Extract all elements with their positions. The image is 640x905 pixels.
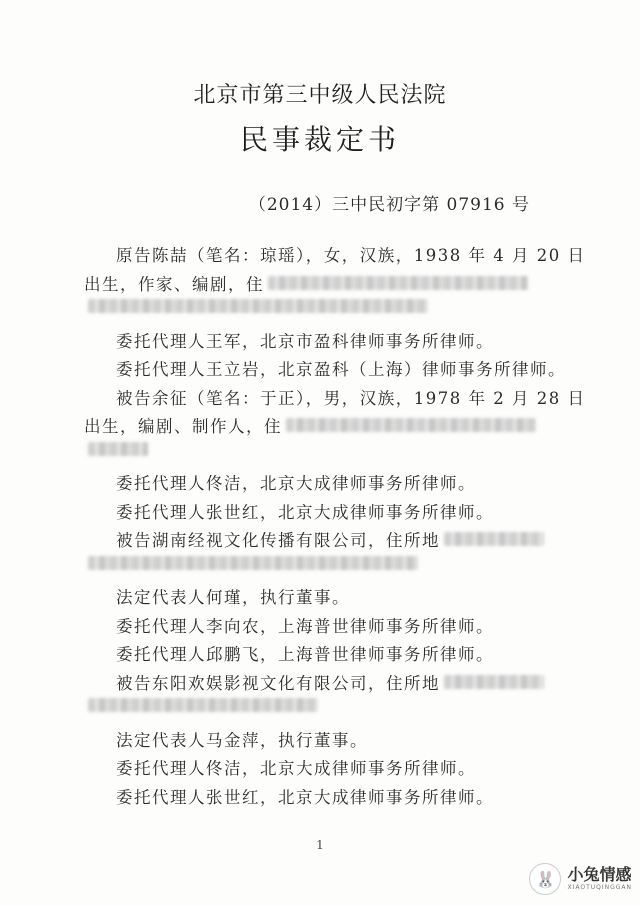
party-line-text: 委托代理人张世红，北京大成律师事务所律师。 [116, 502, 494, 522]
party-line [116, 499, 494, 523]
redacted-address-blur [444, 532, 544, 546]
party-line [116, 527, 544, 551]
redacted-address-blur [268, 276, 528, 290]
party-line [84, 413, 536, 437]
party-line [84, 442, 148, 456]
party-line [116, 727, 368, 751]
redacted-address-blur [88, 556, 418, 570]
party-line-text: 出生，编剧、制作人，住 [84, 417, 282, 436]
party-line-text: 委托代理人王军，北京市盈科律师事务所律师。 [116, 331, 494, 351]
page-number: 1 [316, 838, 324, 852]
watermark-subtext: XIAOTUQINGGAN [567, 884, 632, 891]
redacted-address-blur [286, 418, 536, 432]
watermark [529, 863, 632, 895]
party-line-text: 委托代理人佟洁，北京大成律师事务所律师。 [116, 474, 476, 493]
party-line-text: 法定代表人何瑾，执行董事。 [116, 588, 350, 607]
party-line [116, 641, 494, 665]
watermark-text: 小兔情感 [567, 865, 632, 884]
redacted-address-blur [88, 442, 148, 456]
party-line [116, 784, 494, 808]
party-line [84, 698, 318, 712]
party-line-text: 委托代理人张世红，北京大成律师事务所律师。 [116, 787, 494, 807]
document-type-title: 民事裁定书 [239, 123, 400, 156]
party-line [116, 584, 350, 608]
party-line-text: 法定代表人马金萍，执行董事。 [116, 730, 368, 750]
party-line-text: 委托代理人邱鹏飞，上海普世律师事务所律师。 [116, 645, 494, 664]
party-line-text: 出生，作家、编剧，住 [84, 274, 264, 294]
redacted-address-blur [88, 698, 318, 712]
party-line [116, 242, 585, 266]
party-line [116, 328, 494, 352]
party-line-text: 被告余征（笔名：于正），男，汉族，1978 年 2 月 28 日 [116, 388, 586, 408]
party-line-text: 委托代理人李向农，上海普世律师事务所律师。 [116, 616, 494, 636]
party-line [84, 271, 528, 295]
rabbit-face-icon: 🐰 [529, 863, 561, 895]
party-line [84, 556, 418, 570]
party-line [116, 470, 476, 494]
court-name: 北京市第三中级人民法院 [193, 83, 447, 108]
party-line [116, 613, 494, 637]
redacted-address-blur [88, 299, 428, 313]
party-line [84, 299, 428, 313]
party-line-text: 委托代理人佟洁，北京大成律师事务所律师。 [116, 759, 476, 778]
party-line-text: 原告陈喆（笔名：琼瑶），女，汉族，1938 年 4 月 20 日 [116, 246, 586, 265]
case-number: （2014）三中民初字第 07916 号 [248, 195, 530, 215]
redacted-address-blur [444, 675, 544, 689]
party-line [116, 356, 566, 380]
party-line [116, 755, 476, 779]
party-line-text: 被告湖南经视文化传播有限公司，住所地 [116, 531, 440, 550]
party-line-text: 被告东阳欢娱影视文化有限公司，住所地 [116, 673, 440, 693]
party-line [116, 670, 544, 694]
party-line [116, 385, 585, 409]
party-line-text: 委托代理人王立岩，北京盈科（上海）律师事务所律师。 [116, 360, 566, 379]
